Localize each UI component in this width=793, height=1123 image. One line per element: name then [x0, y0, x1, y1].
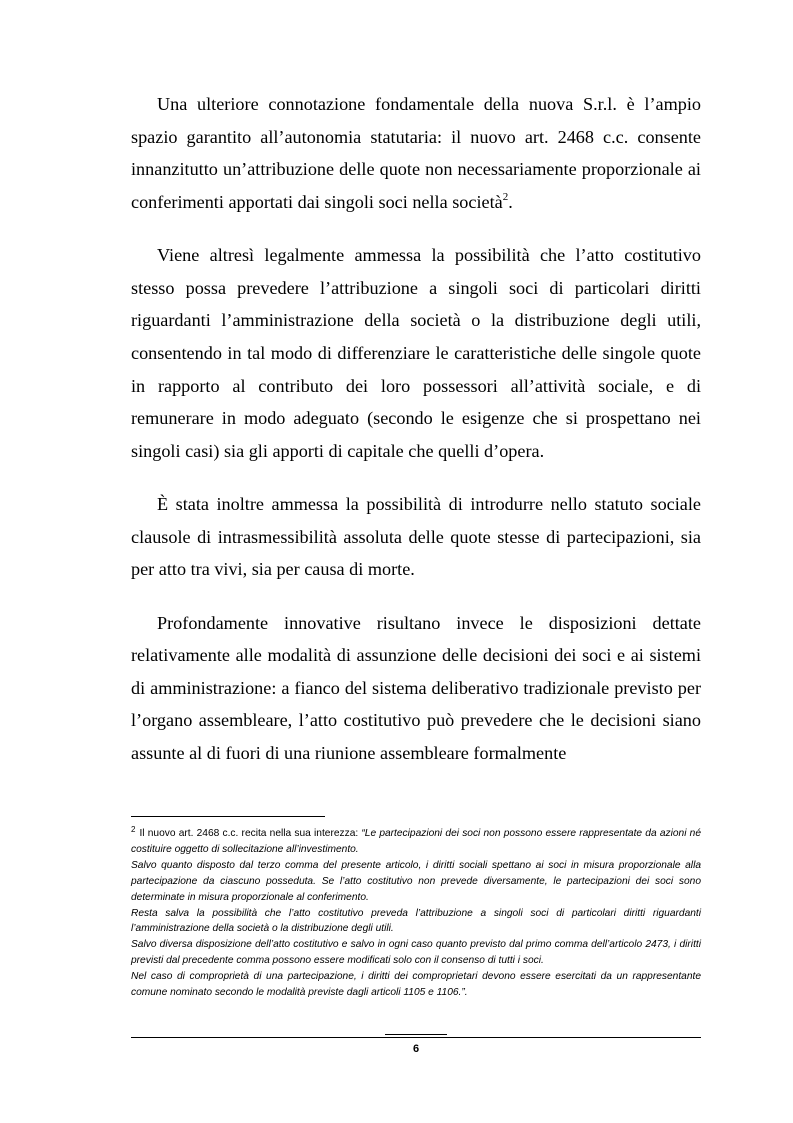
- body-text: [131, 88, 701, 790]
- footnote-number: 2: [131, 825, 136, 834]
- paragraph-1-end: .: [508, 191, 513, 212]
- paragraph-2: Viene altresì legalmente ammessa la possibilità che l’atto costitutivo stesso possa prevedere l’attribuzione a singoli soci di particolari diritti riguardanti l’amministrazione della società o la distribuzione degli utili, consentendo in tal modo di differenziare le caratteristiche delle singole quote in rapporto al contributo dei loro possessori all’attività sociale, e di remunerare in modo adeguato (secondo le esigenze che si prospettano nei singoli casi) sia gli apporti di capitale che quelli d’opera.: [131, 245, 701, 461]
- footnote-separator: [131, 816, 325, 817]
- paragraph-1-text: Una ulteriore connotazione fondamentale della nuova S.r.l. è l’ampio spazio garantito all’autonomia statutaria: il nuovo art. 2468 c.c. consente innanzitutto un’attribuzione delle quote non necessariamente proporzionale ai conferimenti apportati dai singoli soci nella società: [131, 94, 701, 212]
- paragraph-4: Profondamente innovative risultano invece le disposizioni dettate relativamente alle modalità di assunzione delle decisioni dei soci e ai sistemi di amministrazione: a fianco del sistema deliberativo tradizionale previsto per l’organo assembleare, l’atto costitutivo può prevedere che le decisioni siano assunte al di fuori di una riunione assembleare formalmente: [131, 612, 701, 764]
- footnote-quote-line: “Le partecipazioni dei soci non possono essere rappresentate da azioni né costituire oggetto di sollecitazione all’investimento.: [131, 828, 701, 855]
- paragraph-1: [131, 88, 701, 218]
- footnote-2: [131, 826, 701, 1001]
- footnote-intro: Il nuovo art. 2468 c.c. recita nella sua interezza:: [139, 828, 362, 839]
- footer-rule: [131, 1037, 701, 1038]
- footnote-reference[interactable]: 2: [502, 190, 509, 203]
- footnote-line: [131, 826, 701, 858]
- page-number-rule: [385, 1034, 447, 1035]
- footnote-quote-line: Nel caso di comproprietà di una partecipazione, i diritti dei comproprietari devono essere esercitati da un rappresentante comune nominato secondo le modalità previste dagli articoli 1105 e 1106.”.: [131, 971, 701, 999]
- footnote-quote-line: Salvo diversa disposizione dell’atto costitutivo e salvo in ogni caso quanto previsto dal primo comma dell’articolo 2473, i diritti previsti dal precedente comma possono essere modificati solo con il consenso di tutti i soci.: [131, 939, 701, 967]
- paragraph-3: È stata inoltre ammessa la possibilità di introdurre nello statuto sociale clausole di intrasmessibilità assoluta delle quote stesse di partecipazioni, sia per atto tra vivi, sia per causa di morte.: [131, 494, 701, 580]
- footnote-quote-line: Salvo quanto disposto dal terzo comma del presente articolo, i diritti sociali spettano ai soci in misura proporzionale alla partecipazione da ciascuno posseduta. Se l’atto costitutivo non prevede diversamente, le partecipazioni dei soci sono determinate in misura proporzionale al conferimento.: [131, 859, 701, 903]
- page-number: 6: [412, 1043, 420, 1055]
- footnote-quote-line: Resta salva la possibilità che l’atto costitutivo preveda l’attribuzione a singoli soci di particolari diritti riguardanti l’amministrazione della società o la distribuzione degli utili.: [131, 907, 701, 935]
